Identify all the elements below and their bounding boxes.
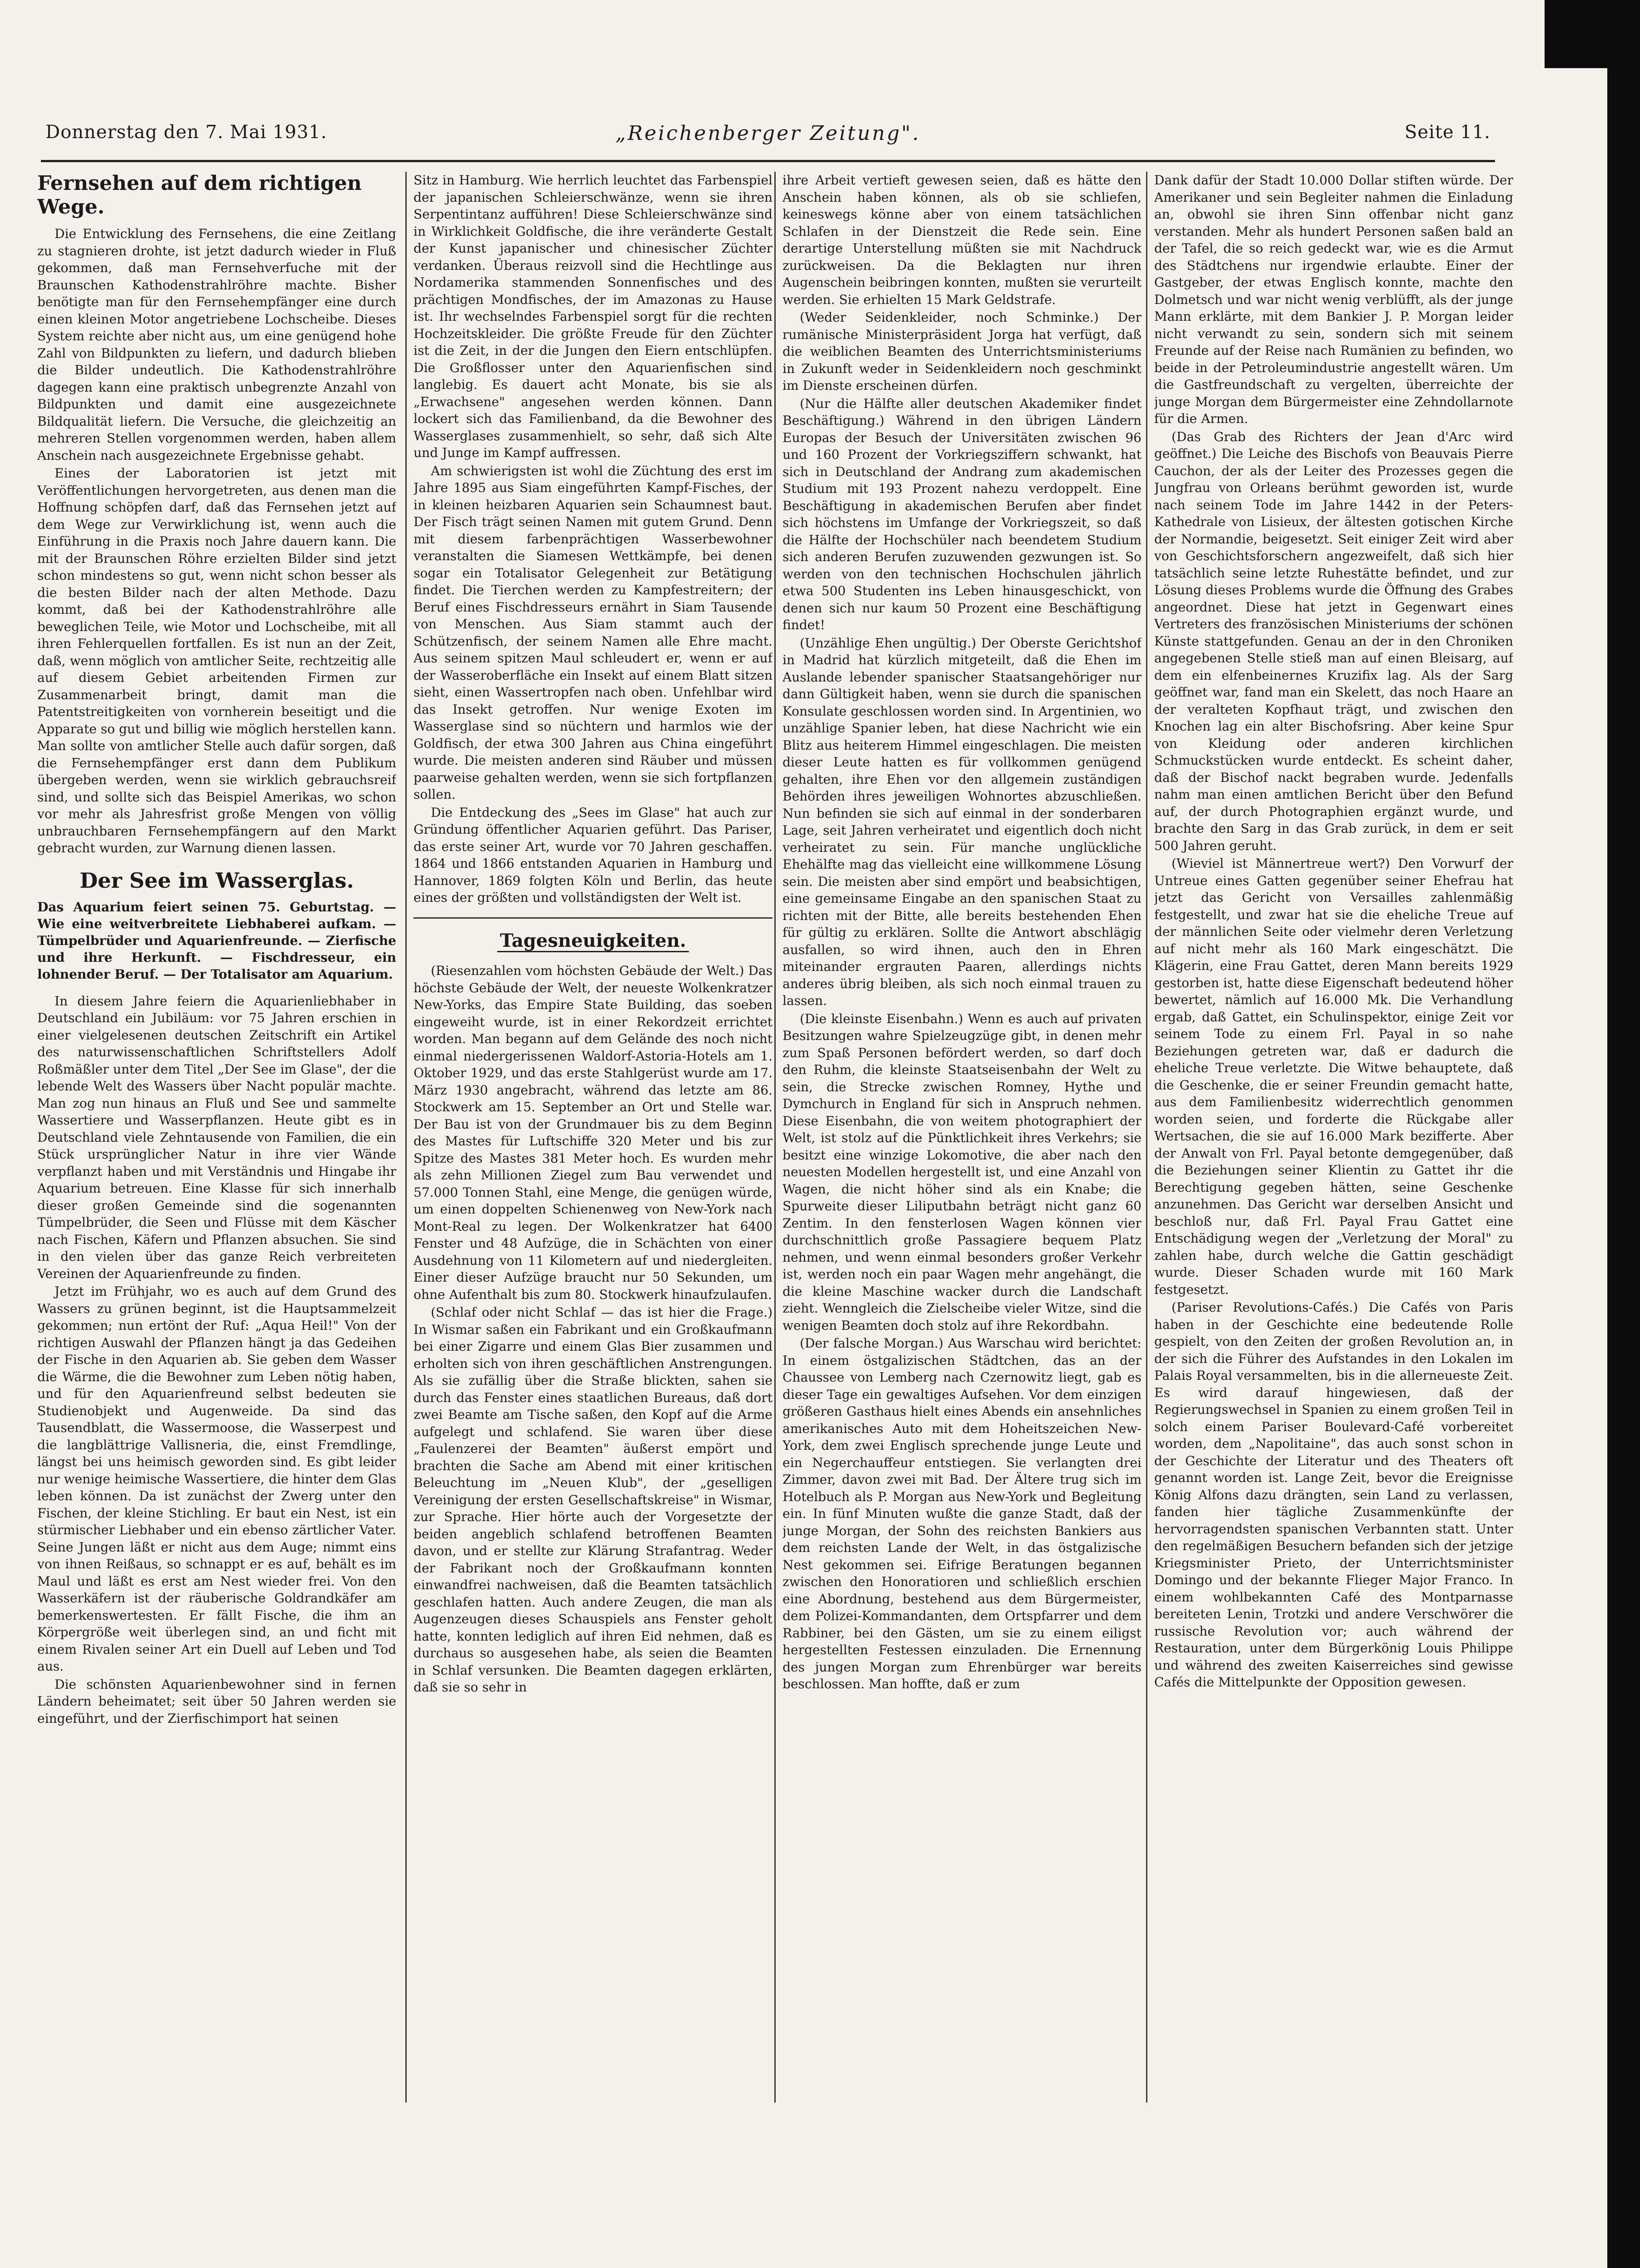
- news-item: (Das Grab des Richters der Jean d'Arc wird geöffnet.) Die Leiche des Bischofs von Beauvais Pierre Cauchon, der als der Leiter des Prozesses gegen die Jungfrau von Orleans berühmt geworden ist, wurde nach seinem Tode im Jahre 1442 in der Peters-Kathedrale von Lisieux, der ältesten gotischen Kirche der Normandie, beigesetzt. Seit einiger Zeit wird aber von Geschichtsforschern angezweifelt, daß sich hier tatsächlich seine letzte Ruhestätte befindet, und zur Lösung dieses Problems wurde die Öffnung des Grabes angeordnet. Diese hat jetzt in Gegenwart eines Vertreters des französischen Ministeriums der schönen Künste stattgefunden. Genau an der in den Chroniken angegebenen Stelle stieß man auf einen Bleisarg, auf dem ein elfenbeinernes Kruzifix lag. Als der Sarg geöffnet war, fand man ein Skelett, das noch Haare an der veralteten Kopfhaut trägt, und zwischen den Knochen lag ein alter Bischofsring. Aber keine Spur von Kleidung oder anderen kirchlichen Schmuckstücken wurde entdeckt. Es scheint daher, daß der Bischof nackt begraben wurde. Jedenfalls nahm man einen amtlichen Bericht über den Befund auf, der durch Photographien ergänzt wurde, und brachte den Sarg in das Grab zurück, in dem er seit 500 Jahren geruht.: [1154, 429, 1513, 853]
- column-rule: [1146, 172, 1147, 2103]
- column-rule: [774, 172, 776, 2103]
- header-rule: [41, 160, 1495, 162]
- column-rule: [405, 172, 407, 2103]
- news-item: Dank dafür der Stadt 10.000 Dollar stiften würde. Der Amerikaner und sein Begleiter nahmen die Einladung an, obwohl sie ihren Sinn offenbar nicht ganz verstanden. Mehr als hundert Personen saßen bald an der Tafel, die so reich gedeckt war, wie es die Armut des Städtchens nur irgendwie erlaubte. Einer der Gastgeber, der etwas Englisch konnte, machte den Dolmetsch und war nicht wenig verblüfft, als der junge Mann erklärte, mit dem Bankier J. P. Morgan leider nicht verwandt zu sein, sondern sich mit seinem Freunde auf der Reise nach Rumänien zu befinden, wo beide in der Petroleumindustrie angestellt wären. Um die Gastfreundschaft zu vergelten, überreichte der junge Morgan dem Bürgermeister eine Zehndollarnote für die Armen.: [1154, 173, 1513, 426]
- header-page-number: Seite 11.: [1405, 122, 1490, 143]
- news-item: (Unzählige Ehen ungültig.) Der Oberste Gerichtshof in Madrid hat kürzlich mitgeteilt, daß die Ehen im Auslande lebender spanischer Staatsangehöriger nur dann Gültigkeit haben, wenn sie durch die spanischen Konsulate geschlossen worden sind. In Argentinien, wo unzählige Spanier leben, hat diese Nachricht wie ein Blitz aus heiterem Himmel eingeschlagen. Die meisten dieser Leute hatten es für vollkommen genügend gehalten, ihre Ehen vor den allgemein zuständigen Behörden ihres jeweiligen Wohnortes abzuschließen. Nun befinden sie sich auf einmal in der sonderbaren Lage, seit Jahren verheiratet und eigentlich doch nicht verheiratet zu sein. Für manche unglückliche Ehehälfte mag das vielleicht eine willkommene Lösung sein. Die meisten aber sind empört und beabsichtigen, eine gemeinsame Eingabe an den spanischen Staat zu richten mit der Bitte, alle bereits bestehenden Ehen für gültig zu erklären. Sollte die Antwort abschlägig ausfallen, so wird ihnen, auch den in Ehren miteinander ergrauten Paaren, allerdings nichts anderes übrig bleiben, als sich noch einmal trauen zu lassen.: [783, 635, 1142, 1008]
- news-item: (Riesenzahlen vom höchsten Gebäude der Welt.) Das höchste Gebäude der Welt, der neueste Wolkenkratzer New-Yorks, das Empire State Building, das soeben eingeweiht wurde, ist in einer Rekordzeit errichtet worden. Man begann auf dem Gelände des noch nicht einmal niedergerissenen Waldorf-Astoria-Hotels am 1. Oktober 1929, und das erste Stahlgerüst wurde am 17. März 1930 angebracht, während das letzte am 86. Stockwerk am 15. September an Ort und Stelle war. Der Bau ist von der Grundmauer bis zu dem Beginn des Mastes für Luftschiffe 320 Meter und bis zur Spitze des Mastes 381 Meter hoch. Es wurden mehr als zehn Millionen Ziegel zum Bau verwendet und 57.000 Tonnen Stahl, eine Menge, die genügen würde, um einen doppelten Schienenweg von New-York nach Mont-Real zu legen. Der Wolkenkratzer hat 6400 Fenster und 48 Aufzüge, die in Schächten von einer Ausdehnung von 11 Kilometern auf und niedergleiten. Einer dieser Aufzüge braucht nur 50 Sekunden, um ohne Aufenthalt bis zum 80. Stockwerk hinaufzulaufen.: [414, 963, 773, 1302]
- column-4: [1154, 172, 1513, 2103]
- news-item: (Schlaf oder nicht Schlaf — das ist hier die Frage.) In Wismar saßen ein Fabrikant und ein Großkaufmann bei einer Zigarre und einem Glas Bier zusammen und erholten sich von ihren geschäftlichen Anstrengungen. Als sie zufällig über die Straße blickten, sahen sie durch das Fenster eines staatlichen Bureaus, daß dort zwei Beamte am Tische saßen, den Kopf auf die Arme aufgelegt und schlafend. Sie waren über diese „Faulenzerei der Beamten" äußerst empört und brachten die Sache am Abend mit einer kritischen Beleuchtung im „Neuen Klub", der „geselligen Vereinigung der ersten Gesellschaftskreise" in Wismar, zur Sprache. Hier hörte auch der Vorgesetzte der beiden angeblich schlafend betroffenen Beamten davon, und er stellte zur Klärung Strafantrag. Weder der Fabrikant noch der Großkaufmann konnten einwandfrei nachweisen, daß die Beamten tatsächlich geschlafen hatten. Auch andere Zeugen, die man als Augenzeugen dieses Schauspiels ans Fenster geholt hatte, konnten lediglich auf ihren Eid nehmen, daß es durchaus so ausgesehen habe, als seien die Beamten in Schlaf versunken. Die Beamten dagegen erklärten, daß sie so sehr in: [414, 1305, 773, 1695]
- page-header: [45, 122, 1490, 149]
- scan-edge-right: [1607, 0, 1640, 2268]
- news-item: ihre Arbeit vertieft gewesen seien, daß es hätte den Anschein haben können, als ob sie schliefen, keineswegs könne aber von einem tatsächlichen Schlafen in der Dienstzeit die Rede sein. Eine derartige Unterstellung müßten sie mit Nachdruck zurückweisen. Da die Beklagten nur ihren Augenschein beibringen konnten, mußten sie verurteilt werden. Sie erhielten 15 Mark Geldstrafe.: [783, 173, 1142, 307]
- article-paragraph: Sitz in Hamburg. Wie herrlich leuchtet das Farbenspiel der japanischen Schleierschwänze, wenn sie ihren Serpentintanz aufführen! Diese Schleierschwänze sind in Wirklichkeit Goldfische, die ihre veränderte Gestalt der Kunst japanischer und chinesischer Züchter verdanken. Überaus reizvoll sind die Hechtlinge aus Nordamerika stammenden Sonnenfisches und des prächtigen Mondfisches, der im Amazonas zu Hause ist. Ihr wechselndes Farbenspiel sorgt für die rechten Hochzeitskleider. Die größte Freude für den Züchter ist die Zeit, in der die Jungen den Eiern entschlüpfen. Die Großflosser unter den Aquarienfischen sind langlebig. Es dauert acht Monate, bis sie als „Erwachsene" angesehen werden können. Dann lockert sich das Familienband, da die Bewohner des Wasserglases zusammenhielt, so sehr, daß sich Alte und Junge im Kampf auffressen.: [414, 173, 773, 460]
- column-3: [783, 172, 1142, 2103]
- news-item: (Wieviel ist Männertreue wert?) Den Vorwurf der Untreue eines Gatten gegenüber seiner Ehefrau hat jetzt das Gericht von Versailles zahlenmäßig festgestellt, und zwar hat sie die eheliche Treue auf der männlichen Seite oder vielmehr deren Verletzung auf nicht mehr als 160 Mark eingeschätzt. Die Klägerin, eine Frau Gattet, deren Mann bereits 1929 gestorben ist, hatte diese Eigenschaft bedeutend höher bewertet, nämlich auf 16.000 Mk. Die Verhandlung ergab, daß Gattet, ein Schulinspektor, einige Zeit vor seinem Tode zu einem Frl. Payal in so nahe Beziehungen getreten war, daß er dadurch die eheliche Treue verletzte. Die Witwe behauptete, daß die Geschenke, die er seiner Freundin gemacht hatte, aus dem Familienbesitz widerrechtlich genommen worden seien, und forderte die Rückgabe aller Wertsachen, die sie auf 16.000 Mark bezifferte. Aber der Anwalt von Frl. Payal betonte demgegenüber, daß die Beziehungen seiner Klientin zu Gattet ihr die Berechtigung gegeben hätten, seine Geschenke anzunehmen. Das Gericht war derselben Ansicht und beschloß nur, daß Frl. Payal Frau Gattet eine Entschädigung wegen der „Verletzung der Moral" zu zahlen habe, durch welche die Gattin geschädigt wurde. Dieser Schaden wurde mit 160 Mark festgesetzt.: [1154, 856, 1513, 1297]
- news-item: (Weder Seidenkleider, noch Schminke.) Der rumänische Ministerpräsident Jorga hat verfügt, daß die weiblichen Beamten des Unterrichtsministeriums in Zukunft weder in Seidenkleidern noch geschminkt im Dienste erscheinen dürfen.: [783, 310, 1142, 393]
- column-2: [414, 172, 773, 2103]
- article-paragraph: Die Entdeckung des „Sees im Glase" hat auch zur Gründung öffentlicher Aquarien geführt. Das Pariser, das erste seiner Art, wurde vor 70 Jahren geschaffen. 1864 und 1866 entstanden Aquarien in Hamburg und Hannover, 1869 folgten Köln und Berlin, das heute eines der größten und vollständigsten der Welt ist.: [414, 805, 773, 905]
- article-title-see: Der See im Wasserglas.: [80, 868, 354, 893]
- section-title-text: Tagesneuigkeiten.: [497, 932, 689, 953]
- column-1: [37, 172, 396, 2103]
- article-paragraph: In diesem Jahre feiern die Aquarienliebhaber in Deutschland ein Jubiläum: vor 75 Jahren erschien in einer vielgelesenen deutschen Zeitschrift ein Artikel des naturwissenschaftlichen Schriftstellers Adolf Roßmäßler unter dem Titel „Der See im Glase", der die lebende Welt des Wassers über Nacht populär machte. Man zog nun hinaus an Fluß und See und sammelte Wassertiere und Wasserpflanzen. Heute gibt es in Deutschland viele Zehntausende von Familien, die ein Stück ursprünglicher Natur in ihre vier Wände verpflanzt haben und mit Verständnis und Hingabe ihr Aquarium betreuen. Eine Klasse für sich innerhalb dieser großen Gemeinde sind die sogenannten Tümpelbrüder, die Seen und Flüsse mit dem Käscher nach Fischen, Käfern und Pflanzen absuchen. Sie sind in den vielen über das ganze Reich verbreiteten Vereinen der Aquarienfreunde zu finden.: [37, 993, 396, 1281]
- article-paragraph: Die Entwicklung des Fernsehens, die eine Zeitlang zu stagnieren drohte, ist jetzt dadurch wieder in Fluß gekommen, daß man Fernsehverfuche mit der Braunschen Kathodenstrahlröhre machte. Bisher benötigte man für den Fernsehempfänger eine durch einen kleinen Motor angetriebene Lochscheibe. Dieses System reichte aber nicht aus, um eine genügend hohe Zahl von Bildpunkten zu liefern, und dadurch blieben die Bilder undeutlich. Die Kathodenstrahlröhre dagegen kann eine praktisch unbegrenzte Anzahl von Bildpunkten und damit eine ausgezeichnete Bildqualität liefern. Die Versuche, die gleichzeitig an mehreren Stellen vorgenommen werden, haben allem Anschein nach ausgezeichnete Ergebnisse gehabt.: [37, 226, 396, 463]
- section-title: [414, 932, 773, 953]
- article-paragraph: Eines der Laboratorien ist jetzt mit Veröffentlichungen hervorgetreten, aus denen man die Hoffnung schöpfen darf, daß das Fernsehen jetzt auf dem Wege zur Verwirklichung ist, wenn auch die Einführung in die Praxis noch Jahre dauern kann. Die mit der Braunschen Röhre erzielten Bilder sind jetzt schon mindestens so gut, wenn nicht schon besser als die besten Bilder nach der alten Methode. Dazu kommt, daß bei der Kathodenstrahlröhre alle beweglichen Teile, wie Motor und Lochscheibe, mit all ihren Fehlerquellen fortfallen. Es ist nun an der Zeit, daß, wenn möglich von amtlicher Seite, rechtzeitig alle auf diesem Gebiet arbeitenden Firmen zur Zusammenarbeit bringt, damit man die Patentstreitigkeiten von vornherein beseitigt und die Apparate so gut und billig wie möglich herstellen kann. Man sollte von amtlicher Stelle auch dafür sorgen, daß die Fernsehempfänger erst dann dem Publikum übergeben werden, wenn sie wirklich gebrauchsreif sind, und sollte sich das Beispiel Amerikas, wo schon vor mehr als Jahresfrist große Mengen von völlig unbrauchbaren Fernsehempfängern auf den Markt gebracht wurden, zur Warnung dienen lassen.: [37, 466, 396, 855]
- article-paragraph: Jetzt im Frühjahr, wo es auch auf dem Grund des Wassers zu grünen beginnt, ist die Hauptsammelzeit gekommen; nun ertönt der Ruf: „Aqua Heil!" Von der richtigen Auswahl der Pflanzen hängt ja das Gedeihen der Fische in den Aquarien ab. Sie geben dem Wasser die Wärme, die die Bewohner zum Leben nötig haben, und für den Aquarienfreund selbst bedeuten sie Studienobjekt und Augenweide. Da sind das Tausendblatt, die Wassermoose, die Wasserpest und die langblättrige Vallisneria, die, einst Fremdlinge, längst bei uns heimisch geworden sind. Es gibt leider nur wenige heimische Wassertiere, die hinter dem Glas leben können. Da ist zunächst der Zwerg unter den Fischen, der kleine Stichling. Er baut ein Nest, ist ein stürmischer Liebhaber und ein ebenso zärtlicher Vater. Seine Jungen läßt er nicht aus dem Auge; nimmt eins von ihnen Reißaus, so schnappt er es auf, behält es im Maul und läßt es erst am Nest wieder frei. Von den Wasserkäfern ist der räuberische Goldrandkäfer am bemerkenswertesten. Er fällt Fische, die ihm an Körpergröße weit überlegen sind, an und ficht mit einem Rivalen seiner Art ein Duell auf Leben und Tod aus.: [37, 1284, 396, 1674]
- news-item: (Die kleinste Eisenbahn.) Wenn es auch auf privaten Besitzungen wahre Spielzeugzüge gibt, in denen mehr zum Spaß Personen befördert werden, so darf doch den Ruhm, die kleinste Staatseisenbahn der Welt zu sein, die Strecke zwischen Romney, Hythe und Dymchurch in England für sich in Anspruch nehmen. Diese Eisenbahn, die von weitem photographiert der Welt, ist stolz auf die Pünktlichkeit ihres Verkehrs; sie besitzt eine winzige Lokomotive, die aber nach den neuesten Modellen hergestellt ist, und eine Anzahl von Wagen, die nicht höher sind als ein Knabe; die Spurweite dieser Liliputbahn beträgt nicht ganz 60 Zentim. In den fensterlosen Wagen können vier durchschnittlich große Passagiere bequem Platz nehmen, und wenn einmal besonders großer Verkehr ist, werden noch ein paar Wagen mehr angehängt, die die kleine Maschine wacker durch die Landschaft zieht. Wenngleich die Zielscheibe vieler Witze, sind die wenigen Beamten doch stolz auf ihre Rekordbahn.: [783, 1011, 1142, 1333]
- header-date: Donnerstag den 7. Mai 1931.: [45, 122, 327, 143]
- header-newspaper-title: „Reichenberger Zeitung".: [615, 122, 921, 145]
- section-divider: [414, 917, 773, 919]
- article-paragraph: Die schönsten Aquarienbewohner sind in fernen Ländern beheimatet; seit über 50 Jahren werden sie eingeführt, und der Zierfischimport hat seinen: [37, 1676, 396, 1726]
- article-paragraph: Am schwierigsten ist wohl die Züchtung des erst im Jahre 1895 aus Siam eingeführten Kampf-Fisches, der in kleinen heizbaren Aquarien sein Schaumnest baut. Der Fisch trägt seinen Namen mit gutem Grund. Denn mit diesem farbenprächtigen Wasserbewohner veranstalten die Siamesen Wettkämpfe, bei denen sogar ein Totalisator Gelegenheit zur Betätigung findet. Die Tierchen werden zu Kampfestreitern; der Beruf eines Fischdresseurs ernährt in Siam Tausende von Menschen. Aus Siam stammt auch der Schützenfisch, der seinem Namen alle Ehre macht. Aus seinem spitzen Maul schleudert er, wenn er auf der Wasseroberfläche ein Insekt auf einem Blatt sitzen sieht, einen Wassertropfen nach oben. Unfehlbar wird das Insekt getroffen. Nur wenige Exoten im Wasserglase sind so nüchtern und harmlos wie der Goldfisch, der etwa 300 Jahren aus China eingeführt wurde. Die meisten anderen sind Räuber und müssen paarweise gehalten werden, wenn sie sich fortpflanzen sollen.: [414, 463, 773, 802]
- article-title-fernsehen: Fernsehen auf dem richtigen Wege.: [37, 172, 362, 219]
- article-subhead: Das Aquarium feiert seinen 75. Geburtstag. — Wie eine weitverbreitete Liebhaberei aufkam. — Tümpelbrüder und Aquarienfreunde. — Zierfische und ihre Herkunft. — Fischdresseur, ein lohnender Beruf. — Der Totalisator am Aquarium.: [37, 899, 396, 982]
- news-item: (Nur die Hälfte aller deutschen Akademiker findet Beschäftigung.) Während in den übrigen Ländern Europas der Besuch der Universitäten zwischen 96 und 160 Prozent der Vorkriegsziffern schwankt, hat sich in Deutschland der Andrang zum akademischen Studium mit 193 Prozent nahezu verdoppelt. Eine Beschäftigung in akademischen Berufen aber findet sich höchstens im Umfange der Vorkriegszeit, so daß die Hälfte der Hochschüler nach beendetem Studium sich anderen Berufen zuzuwenden gezwungen ist. So werden von den technischen Hochschulen jährlich etwa 500 Studenten ins Leben hinausgeschickt, von denen sich nur kaum 50 Prozent eine Beschäftigung findet!: [783, 396, 1142, 632]
- news-item: (Pariser Revolutions-Cafés.) Die Cafés von Paris haben in der Geschichte eine bedeutende Rolle gespielt, von den Zeiten der großen Revolution an, in der sich die Führer des Aufstandes in den Lokalen im Palais Royal versammelten, bis in die allerneueste Zeit. Es wird darauf hingewiesen, daß der Regierungswechsel in Spanien zu einem großen Teil in solch einem Pariser Boulevard-Café vorbereitet worden, dem „Napolitaine", das auch sonst schon in der Geschichte der Literatur und des Theaters oft genannt worden ist. Lange Zeit, bevor die Ereignisse König Alfons dazu drängten, sein Land zu verlassen, fanden hier tägliche Zusammenkünfte der hervorragendsten spanischen Verbannten statt. Unter den regelmäßigen Besuchern befanden sich der jetzige Kriegsminister Prieto, der Unterrichtsminister Domingo und der bekannte Flieger Major Franco. In einem wohlbekannten Café des Montparnasse bereiteten Lenin, Trotzki und andere Verschwörer die russische Revolution vor; auch während der Restauration, unter dem Bürgerkönig Louis Philippe und während des zweiten Kaiserreiches sind gewisse Cafés die Mittelpunkte der Opposition gewesen.: [1154, 1300, 1513, 1690]
- news-item: (Der falsche Morgan.) Aus Warschau wird berichtet: In einem östgalizischen Städtchen, das an der Chaussee von Lemberg nach Czernowitz liegt, gab es dieser Tage ein gewaltiges Aufsehen. Vor dem einzigen größeren Gasthaus hielt eines Abends ein ansehnliches amerikanisches Auto mit dem Hoheitszeichen New-York, dem zwei Englisch sprechende junge Leute und ein Negerchauffeur entstiegen. Sie verlangten drei Zimmer, davon zwei mit Bad. Der Ältere trug sich im Hotelbuch als P. Morgan aus New-York und Begleitung ein. In fünf Minuten wußte die ganze Stadt, daß der junge Morgan, der Sohn des reichsten Bankiers aus dem reichsten Lande der Welt, in das östgalizische Nest gekommen sei. Eifrige Beratungen begannen zwischen den Honoratioren und schließlich erschien eine Abordnung, bestehend aus dem Bürgermeister, dem Polizei-Kommandanten, dem Ortspfarrer und dem Rabbiner, bei den Gästen, um sie zu einem eiligst hergestellten Festessen einzuladen. Die Ernennung des jungen Morgan zum Ehrenbürger war bereits beschlossen. Man hoffte, daß er zum: [783, 1336, 1142, 1691]
